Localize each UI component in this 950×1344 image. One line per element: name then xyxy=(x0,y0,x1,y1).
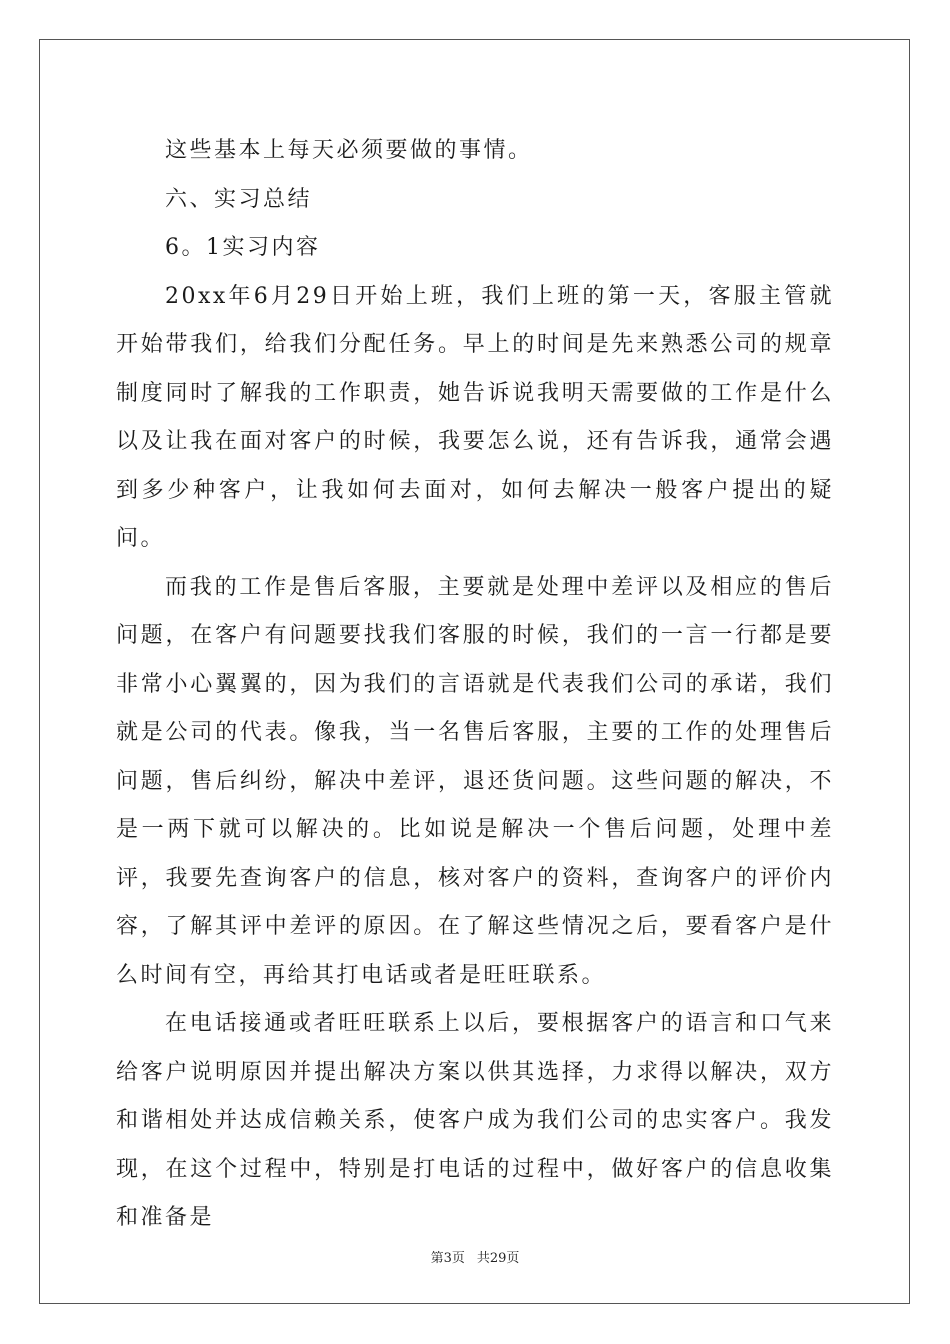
total-pages-label: 共29页 xyxy=(476,1251,520,1266)
subsection-heading: 6。1实习内容 xyxy=(165,235,321,260)
section-heading: 六、实习总结 xyxy=(165,186,313,212)
page-footer xyxy=(0,1247,950,1266)
paragraph-1: 这些基本上每天必须要做的事情。 xyxy=(165,138,533,163)
paragraph-2: 20xx年6月29日开始上班，我们上班的第一天，客服主管就开始带我们，给我们分配任务。早上的时间是先来熟悉公司的规章制度同时了解我的工作职责，她告诉说我明天需要做的工作是什么以及让我在面对客户的时候，我要怎么说，还有告诉我，通常会遇到多少种客户，让我如何去面对，如何去解决一般客户提出的疑问。 xyxy=(116,283,834,551)
paragraph-3: 而我的工作是售后客服，主要就是处理中差评以及相应的售后问题，在客户有问题要找我们客服的时候，我们的一言一行都是要非常小心翼翼的，因为我们的言语就是代表我们公司的承诺，我们就是公司的代表。像我，当一名售后客服，主要的工作的处理售后问题，售后纠纷，解决中差评，退还货问题。这些问题的解决，不是一两下就可以解决的。比如说是解决一个售后问题，处理中差评，我要先查询客户的信息，核对客户的资料，查询客户的评价内容，了解其评中差评的原因。在了解这些情况之后，要看客户是什么时间有空，再给其打电话或者是旺旺联系。 xyxy=(116,574,834,988)
current-page-label: 第3页 xyxy=(430,1251,465,1266)
paragraph-4: 在电话接通或者旺旺联系上以后，要根据客户的语言和口气来给客户说明原因并提出解决方案以供其选择，力求得以解决，双方和谐相处并达成信赖关系，使客户成为我们公司的忠实客户。我发现，在这个过程中，特别是打电话的过程中，做好客户的信息收集和准备是 xyxy=(116,1011,834,1230)
document-body xyxy=(116,127,834,1243)
